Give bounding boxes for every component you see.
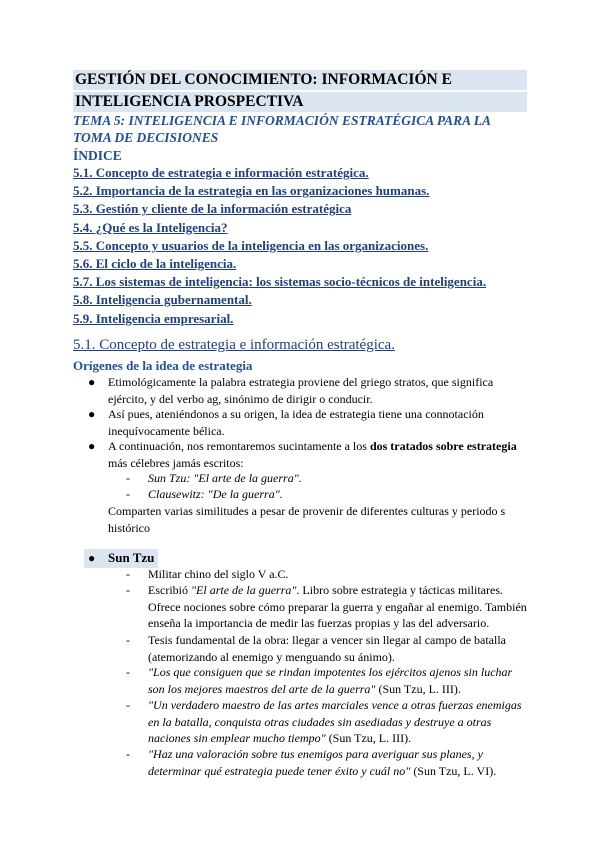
dash-marker: - (126, 665, 130, 679)
suntzu-item (148, 632, 528, 665)
citation: (Sun Tzu, L. III). (375, 681, 461, 696)
dash-marker: - (126, 567, 130, 581)
treatise-item: Sun Tzu: "El arte de la guerra". (148, 471, 302, 485)
paragraph (108, 503, 528, 536)
text-run: Escribió (148, 583, 191, 597)
toc-link[interactable]: 5.2. Importancia de la estrategia en las organizaciones humanas. (73, 183, 430, 199)
text-line (108, 438, 528, 455)
quote-item (148, 664, 528, 697)
text-line: "Haz una valoración sobre tus enemigos para averiguar sus planes, y (148, 747, 483, 761)
text-line: (atemorizando al enemigo y menguando su ánimo). (148, 649, 395, 664)
document-title-line2: INTELIGENCIA PROSPECTIVA (73, 92, 527, 112)
bullet-text (108, 374, 528, 407)
suntzu-label: Sun Tzu (108, 550, 155, 565)
bullet-text (108, 438, 528, 471)
dash-marker: - (126, 747, 130, 761)
treatise-item: Clausewitz: "De la guerra". (148, 487, 283, 501)
toc-link[interactable]: 5.8. Inteligencia gubernamental. (73, 292, 252, 308)
text-line (148, 582, 528, 599)
text-line: histórico (108, 520, 150, 535)
text-run: . Libro sobre estrategia y tácticas militares. (296, 583, 503, 597)
text-line: en la batalla, conquista otras ciudades sin asediadas y destruye a otras (148, 714, 492, 729)
text-line (148, 730, 528, 747)
toc-link[interactable]: 5.9. Inteligencia empresarial. (73, 310, 234, 326)
dash-marker: - (126, 698, 130, 712)
text-line: inequívocamente bélica. (108, 423, 225, 438)
text-line: enseña la importancia de medir las fuerzas propias y las del adversario. (148, 616, 490, 630)
subsection-heading: Orígenes de la idea de estrategia (73, 358, 253, 373)
dash-marker: - (126, 487, 130, 501)
text-line (148, 681, 528, 698)
italic-text: son los mejores maestros del arte de la guerra" (148, 681, 376, 696)
text-run: A continuación, nos remontaremos sucintamente a los (108, 439, 370, 453)
toc-link[interactable]: 5.5. Concepto y usuarios de la inteligencia en las organizaciones. (73, 237, 429, 253)
bold-text: dos tratados sobre estrategia (369, 439, 517, 453)
toc-link[interactable]: 5.1. Concepto de estrategia e información estratégica. (73, 165, 369, 180)
bullet-icon: ● (88, 551, 96, 565)
text-line: más célebres jamás escritos: (108, 455, 244, 470)
bullet-icon: ● (88, 407, 96, 421)
quote-item (148, 697, 528, 747)
italic-text: determinar qué estrategia puede tener éxito y cuál no" (148, 763, 411, 778)
text-line (148, 763, 528, 780)
suntzu-item: Militar chino del siglo V a.C. (148, 567, 289, 581)
text-line: Ofrece nociones sobre cómo preparar la guerra y engañar al enemigo. También (148, 599, 527, 614)
text-line: "Un verdadero maestro de las artes marciales vence a otras fuerzas enemigas (148, 698, 522, 712)
toc-link[interactable]: 5.3. Gestión y cliente de la información estratégica (73, 201, 352, 217)
toc-link[interactable]: 5.6. El ciclo de la inteligencia. (73, 255, 237, 271)
quote-item (148, 746, 528, 779)
dash-marker: - (126, 633, 130, 647)
citation: (Sun Tzu, L. III). (325, 731, 412, 745)
document-title-line1: GESTIÓN DEL CONOCIMIENTO: INFORMACIÓN E (73, 70, 527, 90)
text-line: Etimológicamente la palabra estrategia proviene del griego stratos, que significa (108, 375, 494, 389)
toc-link[interactable]: 5.4. ¿Qué es la Inteligencia? (73, 219, 228, 235)
section-heading: 5.1. Concepto de estrategia e información estratégica. (73, 337, 395, 353)
italic-text: "El arte de la guerra" (191, 583, 297, 597)
bullet-text (108, 406, 528, 439)
table-of-contents (73, 164, 533, 328)
index-label: ÍNDICE (73, 148, 122, 163)
text-line: "Los que consiguen que se rindan impotentes los ejércitos ajenos sin luchar (148, 665, 513, 679)
toc-link[interactable]: 5.7. Los sistemas de inteligencia: los sistemas socio-técnicos de inteligencia. (73, 274, 487, 290)
text-line: Así pues, ateniéndonos a su origen, la idea de estrategia tiene una connotación (108, 407, 484, 421)
text-line: Tesis fundamental de la obra: llegar a vencer sin llegar al campo de batalla (148, 633, 507, 647)
text-line: Comparten varias similitudes a pesar de provenir de diferentes culturas y periodo s (108, 504, 506, 518)
bullet-icon: ● (88, 439, 96, 453)
bullet-icon: ● (88, 375, 96, 389)
citation: (Sun Tzu, L. VI). (410, 763, 497, 778)
dash-marker: - (126, 471, 130, 485)
text-line: ejército, y del verbo ag, sinónimo de dirigir o conducir. (108, 391, 373, 406)
dash-marker: - (126, 583, 130, 597)
suntzu-item (148, 582, 528, 632)
italic-text: naciones sin emplear mucho tiempo" (148, 731, 326, 745)
topic-heading: TEMA 5: INTELIGENCIA E INFORMACIÓN ESTRATÉGICA PARA LA TOMA DE DECISIONES (73, 113, 491, 145)
